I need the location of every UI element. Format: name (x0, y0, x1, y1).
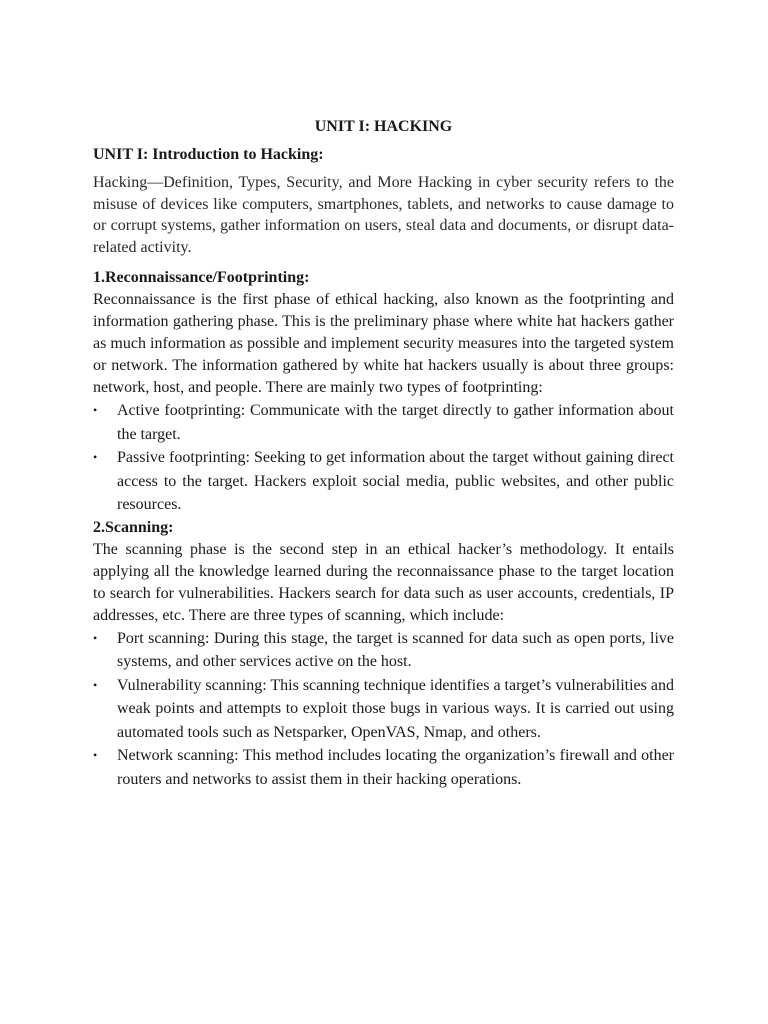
section-paragraph: Reconnaissance is the first phase of ethical hacking, also known as the footprinting and information gathering phase. This is the preliminary phase where white hat hackers gather as much information as possible and implement security measures into the targeted system or network. The information gathered by white hat hackers usually is about three groups: network, host, and people. There are mainly two types of footprinting: (93, 291, 674, 396)
list-item (93, 399, 674, 446)
list-item (93, 627, 674, 674)
unit-heading: UNIT I: Introduction to Hacking: (93, 146, 324, 163)
section-scanning (93, 517, 674, 792)
section-heading: 2.Scanning: (93, 518, 174, 536)
intro-paragraph: Hacking—Definition, Types, Security, and More Hacking in cyber security refers to the misuse of devices like computers, smartphones, tablets, and networks to cause damage to or corrupt systems, gather information on users, steal data and documents, or disrupt data-related activity. (93, 174, 674, 256)
bullet-icon: • (93, 450, 98, 464)
list-item-text: Network scanning: This method includes locating the organization’s firewall and other routers and networks to assist them in their hacking operations. (117, 747, 674, 788)
bullet-icon: • (93, 630, 98, 645)
bullet-icon: • (93, 403, 98, 417)
section-reconnaissance (93, 267, 674, 517)
section-heading: 1.Reconnaissance/Footprinting: (93, 269, 310, 286)
bullet-icon: • (93, 677, 98, 692)
list-item-text: Active footprinting: Communicate with the target directly to gather information about the target. (117, 402, 674, 443)
list-item-text: Port scanning: During this stage, the target is scanned for data such as open ports, live systems, and other services active on the host. (117, 629, 674, 670)
document-title: UNIT I: HACKING (314, 118, 453, 135)
list-item-text: Passive footprinting: Seeking to get information about the target without gaining direct access to the target. Hackers exploit social media, public websites, and other public resources. (117, 449, 674, 513)
bullet-list (93, 627, 674, 792)
section-paragraph: The scanning phase is the second step in an ethical hacker’s methodology. It entails applying all the knowledge learned during the reconnaissance phase to the target location to search for vulnerabilities. Hackers search for data such as user accounts, credentials, IP addresses, etc. There are three types of scanning, which include: (93, 540, 674, 624)
bullet-icon: • (93, 748, 98, 762)
list-item-text: Vulnerability scanning: This scanning technique identifies a target’s vulnerabilities and weak points and attempts to exploit those bugs in various ways. It is carried out using automated tools such as Netsparker, OpenVAS, Nmap, and others. (117, 676, 674, 741)
bullet-list (93, 399, 674, 517)
document-page (93, 116, 674, 791)
list-item (93, 674, 674, 745)
list-item (93, 446, 674, 517)
list-item (93, 744, 674, 791)
